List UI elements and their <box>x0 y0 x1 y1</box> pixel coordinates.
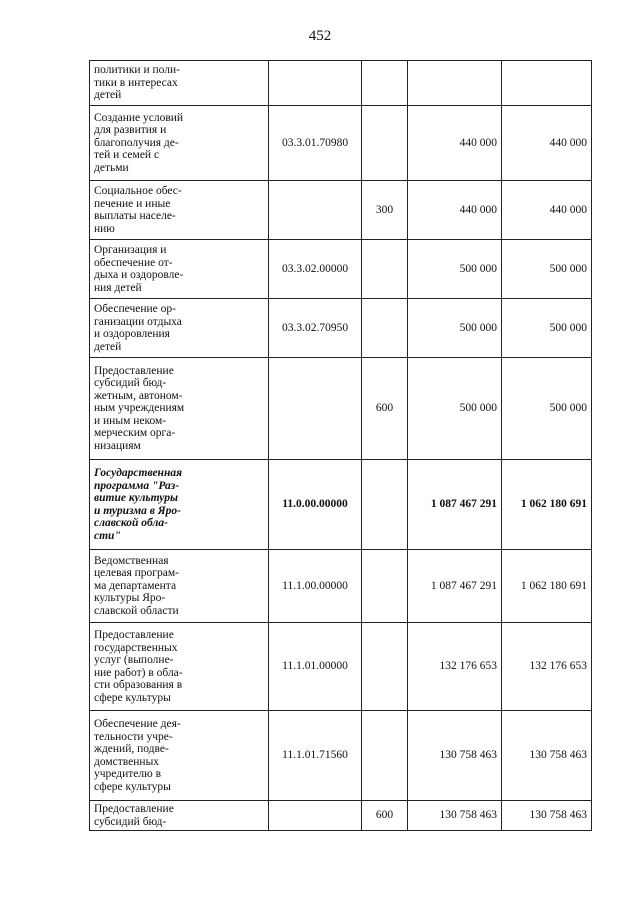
table-row <box>90 61 592 106</box>
row-code: 11.1.01.00000 <box>269 623 362 711</box>
row-name: Государственная программа "Раз- витие культуры и туризма в Яро- славской обла- сти" <box>90 460 269 550</box>
row-name: Предоставление государственных услуг (выполне- ние работ) в обла- сти образования в сфере культуры <box>90 623 269 711</box>
row-expense-type <box>362 240 408 299</box>
row-expense-type <box>362 623 408 711</box>
row-amount-year-1: 1 087 467 291 <box>408 550 502 623</box>
row-name: Предоставление субсидий бюд- жетным, автоном- ным учреждениям и иным неком- мерческим орга- низациям <box>90 358 269 460</box>
row-expense-type <box>362 106 408 181</box>
row-expense-type: 600 <box>362 801 408 831</box>
row-amount-year-2: 500 000 <box>502 240 592 299</box>
row-amount-year-1: 500 000 <box>408 240 502 299</box>
row-code <box>269 358 362 460</box>
row-name: Создание условий для развития и благополучия де- тей и семей с детьми <box>90 106 269 181</box>
row-amount-year-1: 132 176 653 <box>408 623 502 711</box>
table-row <box>90 181 592 240</box>
row-name: Организация и обеспечение от- дыха и оздоровле- ния детей <box>90 240 269 299</box>
row-amount-year-2: 1 062 180 691 <box>502 460 592 550</box>
row-amount-year-2: 132 176 653 <box>502 623 592 711</box>
row-code: 11.0.00.00000 <box>269 460 362 550</box>
table-row <box>90 623 592 711</box>
row-code <box>269 181 362 240</box>
row-amount-year-1: 440 000 <box>408 106 502 181</box>
row-name: Социальное обес- печение и иные выплаты населе- нию <box>90 181 269 240</box>
row-name: Обеспечение дея- тельности учре- ждений, подве- домственных учредителю в сфере культуры <box>90 711 269 801</box>
row-amount-year-2: 440 000 <box>502 181 592 240</box>
table-row <box>90 801 592 831</box>
row-expense-type <box>362 460 408 550</box>
row-expense-type <box>362 711 408 801</box>
row-code: 11.1.00.00000 <box>269 550 362 623</box>
table-row <box>90 358 592 460</box>
row-name: политики и поли- тики в интересах детей <box>90 61 269 106</box>
row-amount-year-2: 500 000 <box>502 358 592 460</box>
row-amount-year-2: 1 062 180 691 <box>502 550 592 623</box>
row-amount-year-1: 130 758 463 <box>408 801 502 831</box>
budget-table <box>89 60 592 831</box>
row-expense-type <box>362 550 408 623</box>
table-row <box>90 106 592 181</box>
table-row <box>90 460 592 550</box>
page-number: 452 <box>308 28 332 44</box>
row-amount-year-2: 500 000 <box>502 299 592 358</box>
row-amount-year-1: 1 087 467 291 <box>408 460 502 550</box>
row-name: Предоставление субсидий бюд- <box>90 801 269 831</box>
table-row <box>90 240 592 299</box>
row-name: Обеспечение ор- ганизации отдыха и оздоровления детей <box>90 299 269 358</box>
row-expense-type: 300 <box>362 181 408 240</box>
row-amount-year-2: 440 000 <box>502 106 592 181</box>
row-code <box>269 801 362 831</box>
row-amount-year-2 <box>502 61 592 106</box>
row-amount-year-1: 500 000 <box>408 299 502 358</box>
row-amount-year-1: 440 000 <box>408 181 502 240</box>
row-expense-type <box>362 61 408 106</box>
table-row <box>90 299 592 358</box>
table-row <box>90 550 592 623</box>
row-code: 03.3.02.70950 <box>269 299 362 358</box>
row-code: 03.3.02.00000 <box>269 240 362 299</box>
row-amount-year-2: 130 758 463 <box>502 801 592 831</box>
table-row <box>90 711 592 801</box>
row-code: 03.3.01.70980 <box>269 106 362 181</box>
row-code: 11.1.01.71560 <box>269 711 362 801</box>
row-amount-year-1 <box>408 61 502 106</box>
row-name: Ведомственная целевая програм- ма департамента культуры Яро- славской области <box>90 550 269 623</box>
row-amount-year-2: 130 758 463 <box>502 711 592 801</box>
row-expense-type: 600 <box>362 358 408 460</box>
table-body <box>90 61 592 831</box>
row-expense-type <box>362 299 408 358</box>
row-code <box>269 61 362 106</box>
row-amount-year-1: 500 000 <box>408 358 502 460</box>
row-amount-year-1: 130 758 463 <box>408 711 502 801</box>
